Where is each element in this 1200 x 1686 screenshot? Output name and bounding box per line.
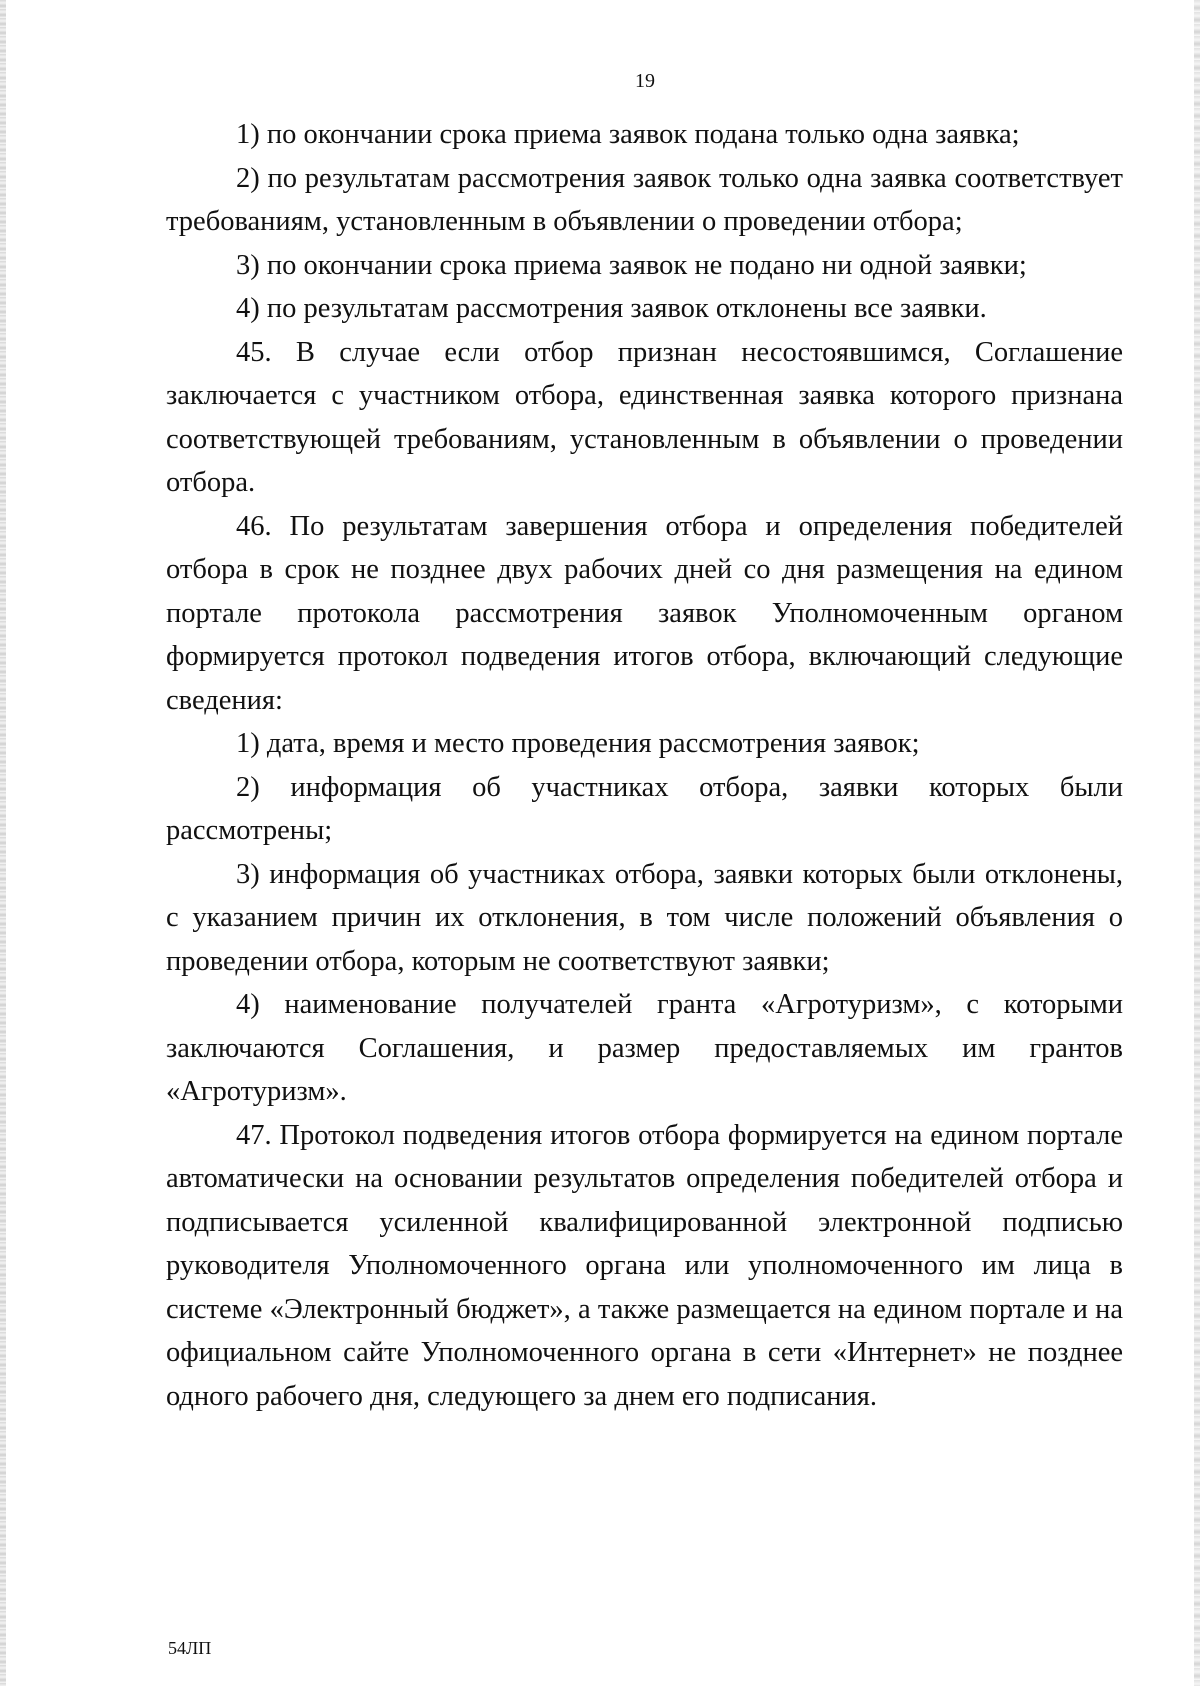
list-item-3: 3) по окончании срока приема заявок не подано ни одной заявки; [236, 249, 1027, 281]
clause-46: 46. По результатам завершения отбора и определения победителей отбора в срок не позднее двух рабочих дней со дня размещения на едином портале протокола рассмотрения заявок Уполномоченным органом формируется протокол подведения итогов отбора, включающий следующие сведения: [166, 510, 1123, 716]
footer-document-code: 54ЛП [168, 1638, 212, 1658]
clause-47: 47. Протокол подведения итогов отбора формируется на едином портале автоматически на основании результатов определения победителей отбора и подписывается усиленной квалифицированной электронной подписью руководителя Уполномоченного органа или уполномоченного им лица в системе «Электронный бюджет», а также размещается на едином портале и на официальном сайте Уполномоченного органа в сети «Интернет» не позднее одного рабочего дня, следующего за днем его подписания. [166, 1119, 1123, 1412]
clause-45: 45. В случае если отбор признан несостоявшимся, Соглашение заключается с участником отбора, единственная заявка которого признана соответствующей требованиям, установленным в объявлении о проведении отбора. [166, 336, 1123, 498]
page-number: 19 [635, 70, 655, 92]
clause-46-item-1: 1) дата, время и место проведения рассмотрения заявок; [236, 728, 920, 759]
scan-edge-right [1194, 0, 1200, 1686]
list-item-2: 2) по результатам рассмотрения заявок только одна заявка соответствует требованиям, установленным в объявлении о проведении отбора; [166, 162, 1123, 237]
clause-46-item-4: 4) наименование получателей гранта «Агротуризм», с которыми заключаются Соглашения, и размер предоставляемых им грантов «Агротуризм». [166, 989, 1123, 1107]
scan-edge-left [0, 0, 6, 1686]
document-body [166, 113, 1123, 1418]
clause-46-item-2: 2) информация об участниках отбора, заявки которых были рассмотрены; [166, 771, 1123, 846]
list-item-4: 4) по результатам рассмотрения заявок отклонены все заявки. [236, 293, 987, 324]
list-item-1: 1) по окончании срока приема заявок подана только одна заявка; [236, 119, 1020, 150]
clause-46-item-3: 3) информация об участниках отбора, заявки которых были отклонены, с указанием причин их отклонения, в том числе положений объявления о проведении отбора, которым не соответствуют заявки; [166, 858, 1123, 977]
